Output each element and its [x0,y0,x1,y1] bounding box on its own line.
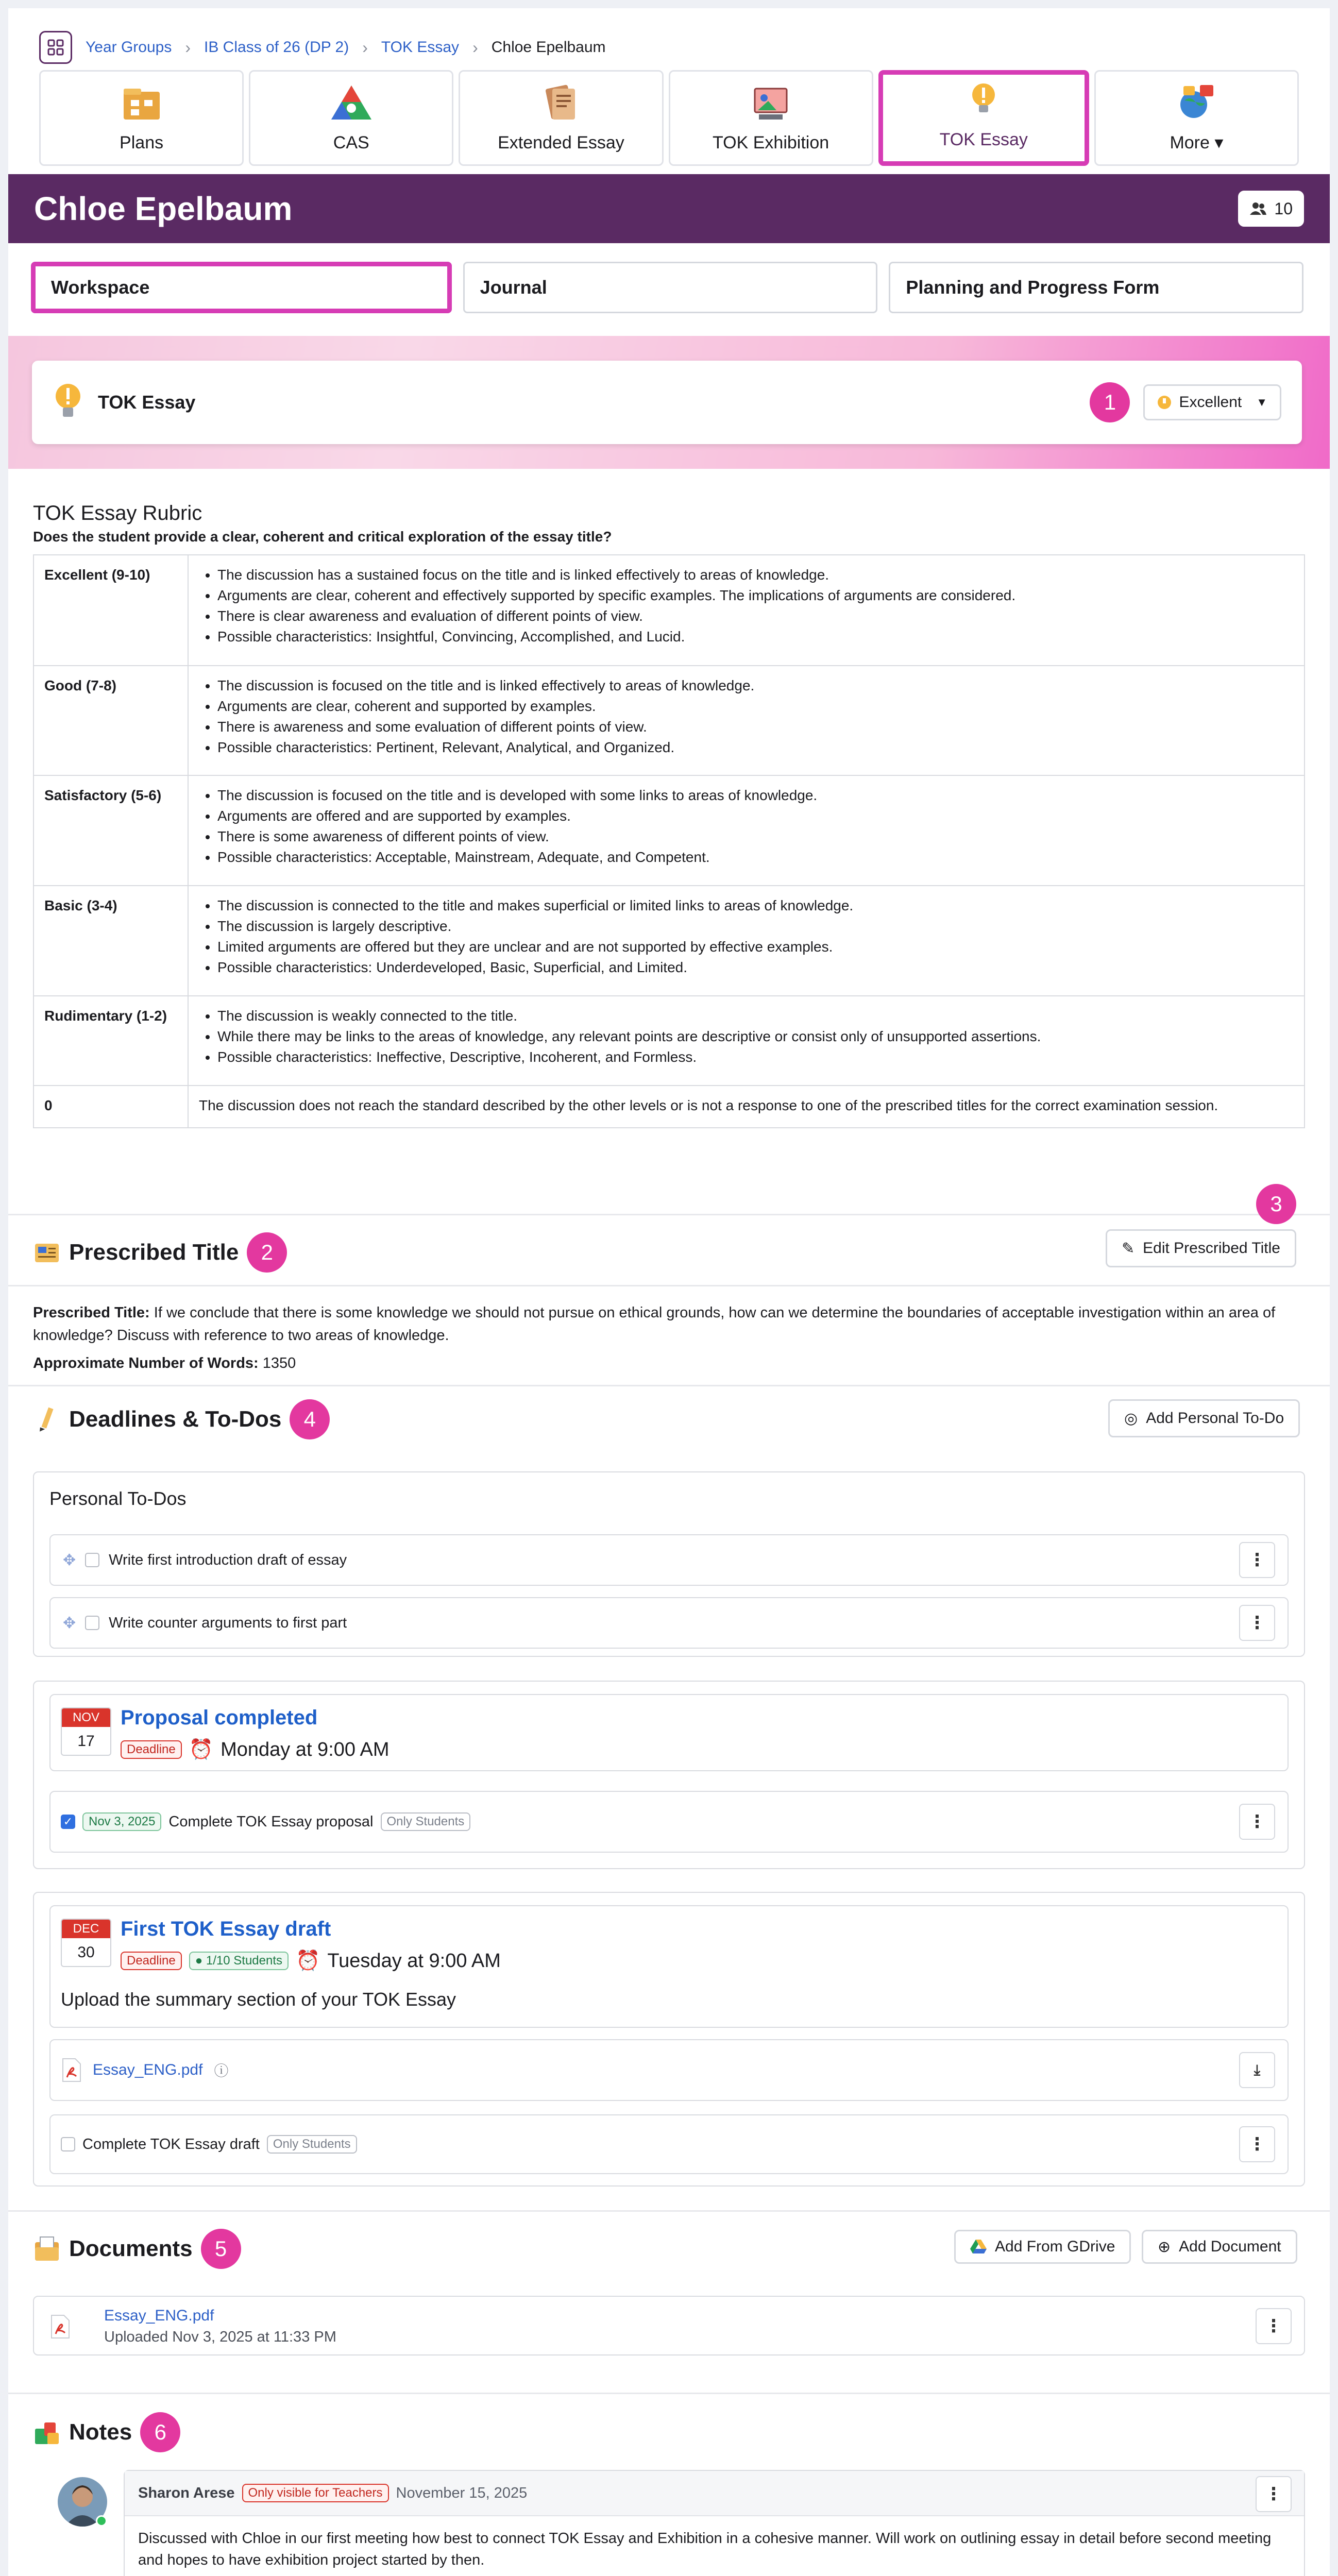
rubric-row [33,555,1305,666]
rubric-point: • The discussion is largely descriptive. [217,916,1294,937]
more-icon [1173,82,1220,123]
pdf-file-icon [49,2314,70,2339]
deadlines-heading [33,1399,330,1439]
pencil-section-icon [33,1405,61,1433]
rubric-point: • The discussion is connected to the title and makes superficial or limited links to areas of knowledge. [217,895,1294,916]
rubric-point: • Possible characteristics: Underdeveloped, Basic, Superficial, and Limited. [217,957,1294,978]
hero-title: TOK Essay [98,392,196,413]
divider [8,1214,1330,1215]
tok-exhibition-icon [748,82,794,124]
sub-tabs [31,262,1303,313]
document-row [33,2296,1305,2355]
cas-icon [328,82,375,124]
caret-down-icon: ▼ [1256,396,1267,409]
section-title: Documents [69,2236,193,2261]
tab-journal[interactable]: Journal [463,262,878,313]
breadcrumb-current: Chloe Epelbaum [491,39,606,56]
rubric-point: • The discussion is weakly connected to the title. [217,1006,1294,1026]
add-personal-todo-button[interactable] [1108,1399,1300,1437]
visibility-tag: Only visible for Teachers [242,2484,389,2502]
hero-banner [8,336,1330,469]
rubric-point: • Possible characteristics: Acceptable, Mainstream, Adequate, and Competent. [217,847,1294,868]
tab-workspace[interactable]: Workspace [31,262,452,313]
rubric-row [33,996,1305,1086]
rubric-point: • There is some awareness of different points of view. [217,826,1294,847]
rubric-level: Rudimentary (1-2) [33,996,188,1086]
rubric-point: • There is awareness and some evaluation of different points of view. [217,717,1294,737]
rubric-point: • The discussion has a sustained focus on the title and is linked effectively to areas of knowledge. [217,565,1294,585]
visibility-tag: Only Students [267,2135,357,2154]
rubric-point: • Possible characteristics: Insightful, Convincing, Accomplished, and Lucid. [217,626,1294,647]
more-options-icon[interactable]: ⋮ [1239,1542,1275,1578]
deadline-time: Monday at 9:00 AM [221,1738,389,1760]
grade-dropdown[interactable] [1143,384,1281,420]
todo-text: Complete TOK Essay draft [82,2136,260,2153]
tok-essay-icon [960,79,1007,121]
module-label: CAS [333,133,369,152]
pdf-file-icon [61,2058,81,2082]
note-text: Discussed with Chloe in our first meeting how best to connect TOK Essay and Exhibition in a cohesive manner. Will work on outlining essay in detail before second meeting and hopes to have exhibition project started by then. [138,2530,1272,2568]
divider [8,2210,1330,2212]
rubric-point: The discussion does not reach the standard described by the other levels or is not a response to one of the prescribed titles for the correct examination session. [188,1086,1305,1128]
note-date: November 15, 2025 [396,2484,528,2501]
rubric-level: Excellent (9-10) [33,555,188,666]
note-item [58,2470,1305,2576]
deadline-title[interactable]: Proposal completed [121,1706,318,1729]
more-options-icon[interactable]: ⋮ [1256,2476,1292,2512]
alarm-clock-icon: ⏰ [296,1950,320,1972]
breadcrumb-year-groups[interactable]: Year Groups [86,39,172,56]
attachment-row [49,2039,1289,2101]
button-label: Add From GDrive [995,2238,1115,2255]
deadline-tag: Deadline [121,1740,182,1759]
deadline-tag: Deadline [121,1952,182,1970]
rubric-point: • Arguments are offered and are supported by examples. [217,806,1294,826]
deadline-card [33,1681,1305,1869]
todo-item [49,1534,1289,1586]
hero-card [32,361,1302,444]
deadline-todo [49,1791,1289,1853]
visibility-tag: Only Students [381,1812,471,1831]
todo-checkbox[interactable] [85,1616,99,1630]
word-count: Approximate Number of Words: 1350 [33,1355,296,1371]
chevron-right-icon: › [362,38,368,57]
module-label: TOK Essay [939,130,1028,149]
grid-home-icon[interactable] [39,31,72,64]
grade-bulb-icon [1157,395,1172,410]
todo-text: Write first introduction draft of essay [109,1551,347,1568]
rubric-point: • Arguments are clear, coherent and supported by examples. [217,696,1294,717]
rubric-point: • The discussion is focused on the title and is developed with some links to areas of knowledge. [217,785,1294,806]
plus-circle-icon: ⊕ [1158,2238,1171,2256]
rubric-row [33,775,1305,886]
callout-marker-2: 2 [247,1232,287,1273]
prescribed-title-heading [33,1232,287,1273]
rubric-title: TOK Essay Rubric [33,502,202,524]
calendar-date-icon: NOV 17 [61,1707,111,1756]
documents-icon [33,2235,61,2263]
online-status-dot [96,2515,107,2527]
note-header [125,2471,1304,2516]
module-cas[interactable] [249,70,453,166]
prescribed-title-text: Prescribed Title: If we conclude that there is some knowledge we should not pursue on ethical grounds, how can we determine the boundaries of acceptable investigation within an area of knowledge? Discuss with reference to two areas of knowledge. [33,1304,1276,1344]
download-icon[interactable]: ⤓ [1239,2052,1275,2088]
todo-checkbox[interactable] [85,1553,99,1567]
lightbulb-icon [53,382,83,423]
student-header [8,174,1330,243]
divider [8,1285,1330,1286]
rubric-row [33,1086,1305,1128]
rubric-point: • Possible characteristics: Pertinent, Relevant, Analytical, and Organized. [217,737,1294,758]
callout-marker-5: 5 [201,2229,241,2269]
divider [8,2393,1330,2394]
more-options-icon[interactable]: ⋮ [1239,1605,1275,1641]
student-name: Chloe Epelbaum [34,190,293,227]
deadline-title[interactable]: First TOK Essay draft [121,1918,331,1940]
deadline-card [33,1892,1305,2187]
more-options-icon[interactable]: ⋮ [1239,1804,1275,1840]
students-progress-tag: ● 1/10 Students [189,1952,289,1970]
note-author: Sharon Arese [138,2484,235,2501]
todo-text: Write counter arguments to first part [109,1614,347,1631]
callout-marker-6: 6 [140,2412,180,2452]
add-from-gdrive-button[interactable] [954,2230,1131,2264]
extended-essay-icon [538,82,584,124]
deadline-meta [121,1950,501,1972]
rubric-point: • The discussion is focused on the title and is linked effectively to areas of knowledge. [217,675,1294,696]
rubric-point: • There is clear awareness and evaluation of different points of view. [217,606,1294,626]
completed-date-tag: Nov 3, 2025 [82,1812,161,1831]
rubric-row [33,666,1305,775]
deadline-time: Tuesday at 9:00 AM [327,1950,501,1972]
more-options-icon[interactable]: ⋮ [1256,2308,1292,2344]
module-label: TOK Exhibition [713,133,829,152]
module-tok-essay[interactable] [878,70,1089,166]
section-title: Notes [69,2419,132,2445]
personal-todos-box [33,1471,1305,1657]
note-card [124,2470,1305,2576]
personal-todos-title: Personal To-Dos [49,1488,187,1509]
members-count: 10 [1274,199,1293,218]
rubric-point: • Limited arguments are offered but they are unclear and are not supported by effective examples. [217,937,1294,957]
document-link[interactable]: Essay_ENG.pdf [104,2307,214,2324]
grade-value: Excellent [1179,394,1242,411]
alarm-clock-icon: ⏰ [189,1739,214,1760]
prescribed-title-icon [33,1239,61,1266]
notes-heading [33,2412,180,2452]
rubric-row [33,886,1305,996]
rubric-point: • While there may be links to the areas of knowledge, any relevant points are descriptive or consist only of unsupported assertions. [217,1026,1294,1047]
module-label: Extended Essay [498,133,624,152]
button-label: Edit Prescribed Title [1143,1240,1280,1257]
module-more[interactable] [1094,70,1299,166]
drag-handle-icon[interactable]: ✥ [63,1551,76,1569]
todo-checkbox-checked[interactable]: ✓ [61,1815,75,1829]
module-plans[interactable] [39,70,244,166]
divider [8,1385,1330,1386]
callout-marker-4: 4 [290,1399,330,1439]
page [8,8,1330,2576]
module-label: Plans [120,133,164,152]
drag-handle-icon[interactable]: ✥ [63,1614,76,1632]
todo-item [49,1597,1289,1649]
users-icon [1249,201,1267,216]
rubric-table [33,554,1305,1128]
rubric-question: Does the student provide a clear, coherent and critical exploration of the essay title? [33,529,612,545]
section-title: Deadlines & To-Dos [69,1406,282,1432]
module-extended-essay[interactable] [459,70,663,166]
button-label: Add Personal To-Do [1146,1410,1284,1427]
breadcrumb-tok-essay[interactable]: TOK Essay [381,39,460,56]
button-label: Add Document [1179,2238,1281,2255]
google-drive-icon [970,2240,987,2254]
rubric-point: • Possible characteristics: Ineffective, Descriptive, Incoherent, and Formless. [217,1047,1294,1067]
breadcrumb-class[interactable]: IB Class of 26 (DP 2) [204,39,349,56]
rubric-level: 0 [33,1086,188,1128]
deadline-description: Upload the summary section of your TOK Essay [61,1989,456,2010]
chevron-right-icon: › [472,38,478,57]
notes-icon [33,2418,61,2446]
tab-planning-progress[interactable]: Planning and Progress Form [889,262,1303,313]
breadcrumb [39,29,606,66]
plans-icon [118,82,165,124]
attachment-link[interactable]: Essay_ENG.pdf [93,2061,203,2078]
section-title: Prescribed Title [69,1240,239,1265]
edit-prescribed-title-button[interactable] [1106,1229,1296,1267]
more-options-icon[interactable]: ⋮ [1239,2126,1275,2162]
deadline-todo [49,2114,1289,2174]
members-badge[interactable] [1238,191,1304,227]
callout-marker-1: 1 [1090,382,1130,422]
module-tabs [39,70,1299,166]
info-icon[interactable]: ⓘ [214,2063,229,2079]
callout-marker-3: 3 [1256,1184,1296,1224]
deadline-header [49,1905,1289,2028]
rubric-level: Basic (3-4) [33,886,188,996]
documents-heading [33,2229,241,2269]
add-document-button[interactable] [1142,2230,1297,2264]
module-tok-exhibition[interactable] [669,70,873,166]
todo-text: Complete TOK Essay proposal [168,1813,374,1830]
deadline-header [49,1694,1289,1771]
pencil-icon: ✎ [1122,1240,1135,1257]
chevron-right-icon: › [185,38,191,57]
deadline-meta [121,1738,389,1761]
rubric-level: Satisfactory (5-6) [33,775,188,886]
rubric-point: • Arguments are clear, coherent and effectively supported by specific examples. The implications of arguments are considered. [217,585,1294,606]
target-icon: ◎ [1124,1410,1138,1427]
calendar-date-icon: DEC 30 [61,1919,111,1967]
todo-checkbox[interactable] [61,2137,75,2151]
document-uploaded: Uploaded Nov 3, 2025 at 11:33 PM [104,2329,336,2345]
module-label: More ▾ [1170,133,1224,152]
rubric-level: Good (7-8) [33,666,188,775]
